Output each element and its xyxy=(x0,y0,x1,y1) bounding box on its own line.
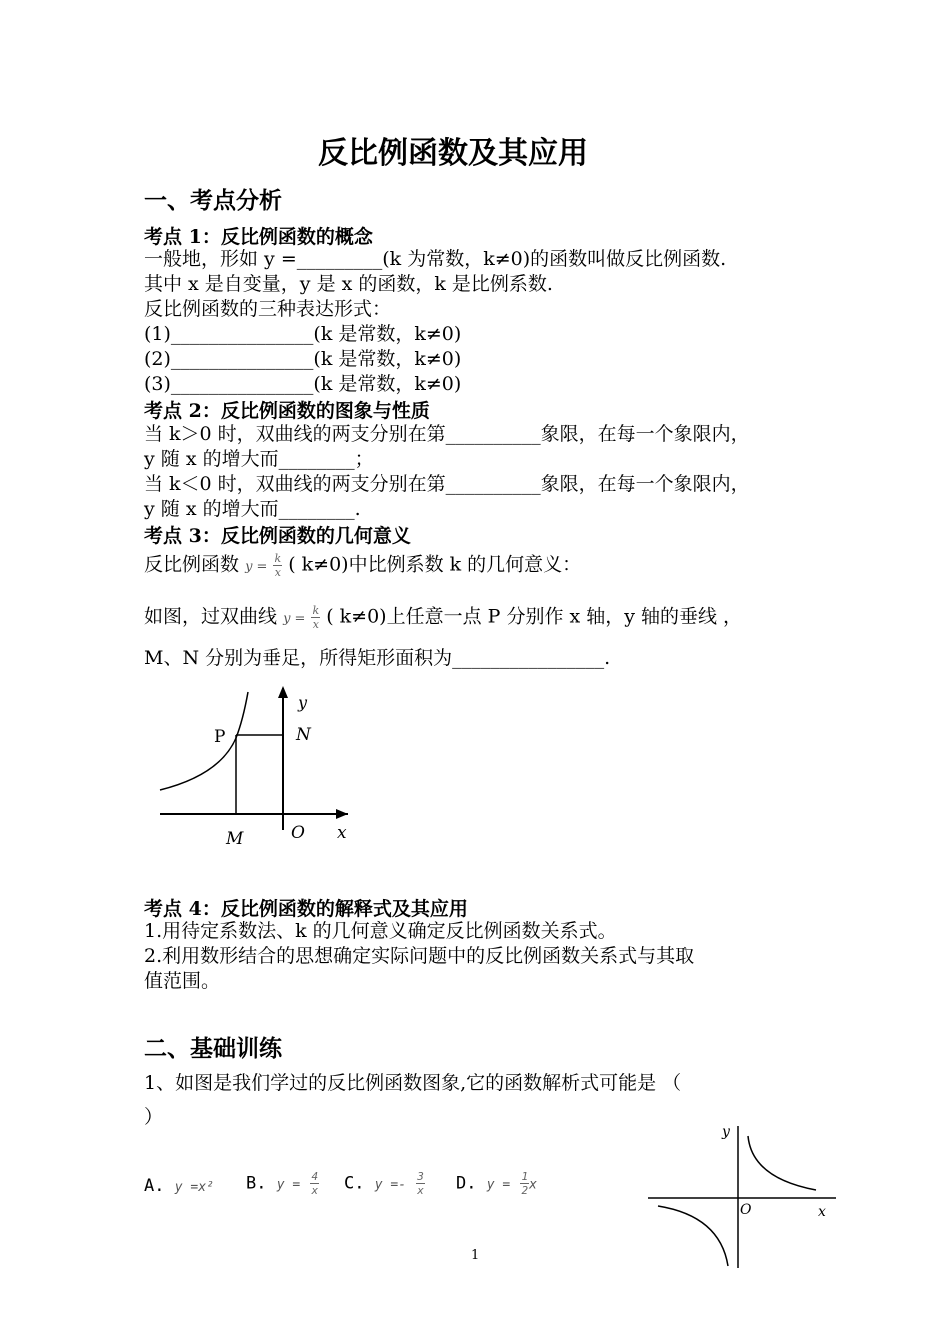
page-title: 反比例函数及其应用 xyxy=(318,136,588,171)
q1-option-b-den: x xyxy=(311,1184,319,1197)
q1-option-b[interactable] xyxy=(246,1170,319,1197)
label-O: O xyxy=(291,823,305,843)
q1-option-c-fraction xyxy=(416,1170,425,1197)
label-P: P xyxy=(214,727,226,747)
q1-option-c-den: x xyxy=(417,1184,424,1197)
kp3-line1-pre: 反比例函数 xyxy=(144,553,240,576)
kp3-line2 xyxy=(144,604,742,632)
kp3-formula-den: x xyxy=(274,566,281,579)
kp2-heading: 考点 2：反比例函数的图象与性质 xyxy=(144,400,430,422)
label-x: x xyxy=(337,823,347,843)
kp3-line1-post: ( k≠0)中比例系数 k 的几何意义： xyxy=(288,553,582,576)
q1-curve-q1 xyxy=(748,1136,816,1190)
q1-option-d-num: 1 xyxy=(521,1170,529,1183)
kp1-form-1: (1)_______________(k 是常数，k≠0) xyxy=(144,323,462,345)
kp3-formula2-fraction xyxy=(311,604,320,631)
kp3-line2-pre: 如图，过双曲线 xyxy=(144,605,278,628)
q1-option-b-num: 4 xyxy=(311,1170,319,1183)
kp1-line3: 反比例函数的三种表达形式： xyxy=(144,298,392,320)
kp3-formula-fraction xyxy=(273,552,282,579)
kp3-formula-num: k xyxy=(274,552,282,565)
kp2-line4: y 随 x 的增大而________. xyxy=(144,498,361,520)
kp3-formula2-lhs: y = xyxy=(283,611,306,627)
kp4-line3: 值范围。 xyxy=(144,970,221,992)
kp3-line3: M、N 分别为垂足，所得矩形面积为________________. xyxy=(144,647,611,669)
kp3-formula2-num: k xyxy=(312,604,320,617)
q1-line1: 1、如图是我们学过的反比例函数图象,它的函数解析式可能是 （ xyxy=(144,1072,682,1094)
kp3-line2-post: ( k≠0)上任意一点 P 分别作 x 轴，y 轴的垂线 ， xyxy=(326,605,743,628)
kp2-line2: y 随 x 的增大而________； xyxy=(144,448,374,470)
q1-option-d-lhs: y = xyxy=(486,1177,511,1193)
q1-option-a-label: A. xyxy=(144,1176,165,1196)
kp1-heading: 考点 1：反比例函数的概念 xyxy=(144,226,373,248)
q1-curve-q3 xyxy=(658,1206,728,1266)
q1-label-O: O xyxy=(740,1202,752,1218)
q1-label-y: y xyxy=(722,1124,730,1140)
q1-label-x: x xyxy=(818,1204,826,1220)
q1-hyperbola-figure xyxy=(640,1118,840,1270)
q1-option-c-lhs: y =- xyxy=(374,1177,407,1193)
label-N: N xyxy=(296,725,311,745)
q1-option-a-lhs: y = xyxy=(174,1180,199,1195)
section-heading-training: 二、基础训练 xyxy=(144,1035,282,1062)
kp4-heading: 考点 4：反比例函数的解释式及其应用 xyxy=(144,898,468,920)
q1-option-d[interactable] xyxy=(456,1170,537,1197)
q1-option-b-label: B. xyxy=(246,1173,267,1194)
q1-option-c-label: C. xyxy=(344,1173,365,1194)
kp1-line2: 其中 x 是自变量，y 是 x 的函数，k 是比例系数. xyxy=(144,273,553,295)
kp4-line2: 2.利用数形结合的思想确定实际问题中的反比例函数关系式与其取 xyxy=(144,945,695,967)
kp3-heading: 考点 3：反比例函数的几何意义 xyxy=(144,525,411,547)
section-heading-analysis: 一、考点分析 xyxy=(144,187,282,214)
label-M: M xyxy=(226,829,244,849)
kp3-formula2-den: x xyxy=(312,618,319,631)
q1-option-b-lhs: y = xyxy=(276,1177,301,1193)
kp3-hyperbola-figure xyxy=(150,680,360,850)
kp3-formula-lhs: y = xyxy=(245,559,268,575)
q1-option-d-den: 2 xyxy=(521,1184,529,1197)
kp2-line1: 当 k＞0 时，双曲线的两支分别在第__________象限，在每一个象限内， xyxy=(144,423,750,445)
kp4-line1: 1.用待定系数法、k 的几何意义确定反比例函数关系式。 xyxy=(144,920,617,942)
q1-option-c[interactable] xyxy=(344,1170,425,1197)
hyperbola-curve xyxy=(160,692,248,790)
y-axis-arrow xyxy=(278,686,288,698)
x-axis-arrow xyxy=(336,809,348,819)
page-number: 1 xyxy=(471,1248,480,1263)
q1-option-d-tail: x xyxy=(529,1177,537,1193)
kp3-line1 xyxy=(144,552,581,580)
q1-line2: ） xyxy=(144,1106,164,1128)
q1-option-a[interactable] xyxy=(144,1176,214,1196)
kp1-line1: 一般地，形如 y =_________(k 为常数，k≠0)的函数叫做反比例函数. xyxy=(144,248,727,270)
kp2-line3: 当 k＜0 时，双曲线的两支分别在第__________象限，在每一个象限内， xyxy=(144,473,750,495)
kp1-form-2: (2)_______________(k 是常数，k≠0) xyxy=(144,348,462,370)
q1-option-a-expr: x² xyxy=(198,1180,214,1195)
label-y: y xyxy=(298,693,308,712)
q1-option-d-label: D. xyxy=(456,1173,477,1194)
q1-option-b-fraction xyxy=(310,1170,319,1197)
q1-option-d-fraction xyxy=(520,1170,529,1197)
kp1-form-3: (3)_______________(k 是常数，k≠0) xyxy=(144,373,462,395)
q1-option-c-num: 3 xyxy=(417,1170,424,1183)
